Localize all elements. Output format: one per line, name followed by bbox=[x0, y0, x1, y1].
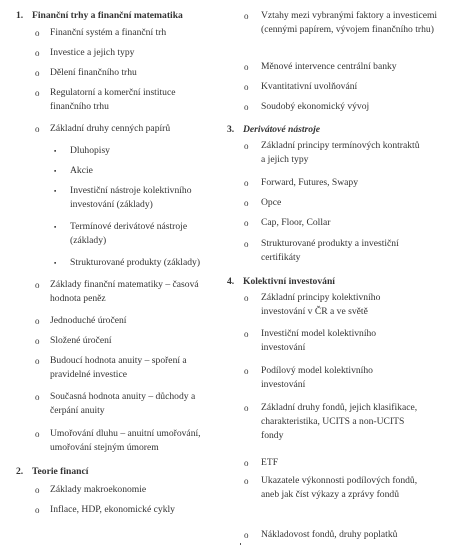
bullet-circle-icon: o bbox=[244, 102, 249, 112]
bullet-circle-icon: o bbox=[35, 124, 40, 134]
sub-list-item-text: Dluhopisy bbox=[70, 145, 110, 156]
list-item-text: ETF bbox=[261, 457, 279, 468]
bullet-circle-icon: o bbox=[244, 239, 249, 249]
sub-list-item-text: Termínové derivátové nástroje (základy) bbox=[70, 221, 188, 246]
sub-list-item-text: Investiční nástroje kolektivního investování (základy) bbox=[70, 185, 192, 210]
bullet-circle-icon: o bbox=[244, 62, 249, 72]
sub-list-item-text: Akcie bbox=[70, 165, 93, 176]
bullet-circle-icon: o bbox=[35, 336, 40, 346]
bullet-square-icon: ▪ bbox=[54, 260, 57, 267]
bullet-circle-icon: o bbox=[244, 458, 249, 468]
bullet-circle-icon: o bbox=[244, 476, 249, 486]
list-item-text: Současná hodnota anuity – důchody a čerpání anuity bbox=[50, 391, 196, 416]
bullet-circle-icon: o bbox=[35, 316, 40, 326]
list-item-text: Soudobý ekonomický vývoj bbox=[261, 101, 370, 112]
section-number: 2. bbox=[16, 466, 24, 477]
list-item-text: Kvantitativní uvolňování bbox=[261, 81, 358, 92]
bullet-circle-icon: o bbox=[35, 280, 40, 290]
list-item-text: Umořování dluhu – anuitní umořování, umořování stejným úmorem bbox=[50, 428, 201, 453]
bullet-circle-icon: o bbox=[35, 485, 40, 495]
bullet-square-icon: ▪ bbox=[54, 224, 57, 231]
section-number: 3. bbox=[227, 124, 235, 135]
list-item-text: Základní principy termínových kontraktů a jejich typy bbox=[261, 140, 420, 165]
bullet-square-icon: ▪ bbox=[54, 188, 57, 195]
bullet-circle-icon: o bbox=[35, 356, 40, 366]
list-item-text: Strukturované produkty a investiční certifikáty bbox=[261, 238, 399, 263]
list-item-text: Inflace, HDP, ekonomické cykly bbox=[50, 504, 175, 515]
list-item-text: Základní principy kolektivního investování v ČR a ve světě bbox=[261, 292, 381, 317]
bullet-circle-icon: o bbox=[244, 141, 249, 151]
list-item-text: Opce bbox=[261, 197, 282, 208]
list-item-text: Vztahy mezi vybranými faktory a investicemi (cennými papírem, vývojem finančního trhu) bbox=[261, 10, 438, 35]
list-item-text: Investice a jejich typy bbox=[50, 47, 135, 58]
bullet-circle-icon: o bbox=[244, 11, 249, 21]
section-number: 1. bbox=[16, 10, 24, 21]
list-item-text: Základní druhy fondů, jejich klasifikace, charakteristika, UCITS a non-UCITS fondy bbox=[261, 402, 418, 441]
bullet-circle-icon: o bbox=[244, 218, 249, 228]
list-item-text: Regulatorní a komerční instituce finančního trhu bbox=[50, 87, 176, 112]
bullet-circle-icon: o bbox=[35, 68, 40, 78]
bullet-circle-icon: o bbox=[244, 329, 249, 339]
list-item-text: Měnové intervence centrální banky bbox=[261, 61, 397, 72]
bullet-circle-icon: o bbox=[244, 82, 249, 92]
list-item-text: Jednoduché úročení bbox=[50, 315, 127, 326]
section-title: Derivátové nástroje bbox=[243, 124, 321, 135]
list-item-text: Základy makroekonomie bbox=[50, 484, 147, 495]
bullet-circle-icon: o bbox=[35, 429, 40, 439]
section-title: Teorie financí bbox=[32, 466, 89, 477]
list-item-text: Složené úročení bbox=[50, 335, 112, 346]
bullet-circle-icon: o bbox=[35, 392, 40, 402]
section-title: Finanční trhy a finanční matematika bbox=[32, 10, 183, 21]
list-item-text: Investiční model kolektivního investování bbox=[261, 328, 377, 353]
list-item-text: Budoucí hodnota anuity – spoření a pravidelné investice bbox=[50, 355, 187, 380]
bullet-square-icon: ▪ bbox=[54, 148, 57, 155]
list-item-text: Dělení finančního trhu bbox=[50, 67, 137, 78]
bullet-circle-icon: o bbox=[244, 403, 249, 413]
list-item-text: Základní druhy cenných papírů bbox=[50, 123, 171, 134]
bullet-circle-icon: o bbox=[244, 178, 249, 188]
bullet-circle-icon: o bbox=[35, 28, 40, 38]
page-mark bbox=[240, 543, 241, 545]
list-item-text: Základy finanční matematiky – časová hodnota peněz bbox=[50, 279, 199, 304]
bullet-circle-icon: o bbox=[244, 293, 249, 303]
section-title: Kolektivní investování bbox=[243, 276, 335, 287]
list-item-text: Cap, Floor, Collar bbox=[261, 217, 331, 228]
sub-list-item-text: Strukturované produkty (základy) bbox=[70, 257, 201, 268]
section-number: 4. bbox=[227, 276, 235, 287]
bullet-circle-icon: o bbox=[35, 505, 40, 515]
bullet-circle-icon: o bbox=[35, 48, 40, 58]
list-item-text: Forward, Futures, Swapy bbox=[261, 177, 358, 188]
bullet-square-icon: ▪ bbox=[54, 168, 57, 175]
bullet-circle-icon: o bbox=[35, 88, 40, 98]
list-item-text: Finanční systém a finanční trh bbox=[50, 27, 167, 38]
bullet-circle-icon: o bbox=[244, 530, 249, 540]
list-item-text: Ukazatele výkonnosti podílových fondů, aneb jak číst výkazy a zprávy fondů bbox=[261, 475, 418, 500]
list-item-text: Podílový model kolektivního investování bbox=[261, 365, 373, 390]
bullet-circle-icon: o bbox=[244, 366, 249, 376]
list-item-text: Nákladovost fondů, druhy poplatků bbox=[261, 529, 398, 540]
bullet-circle-icon: o bbox=[244, 198, 249, 208]
